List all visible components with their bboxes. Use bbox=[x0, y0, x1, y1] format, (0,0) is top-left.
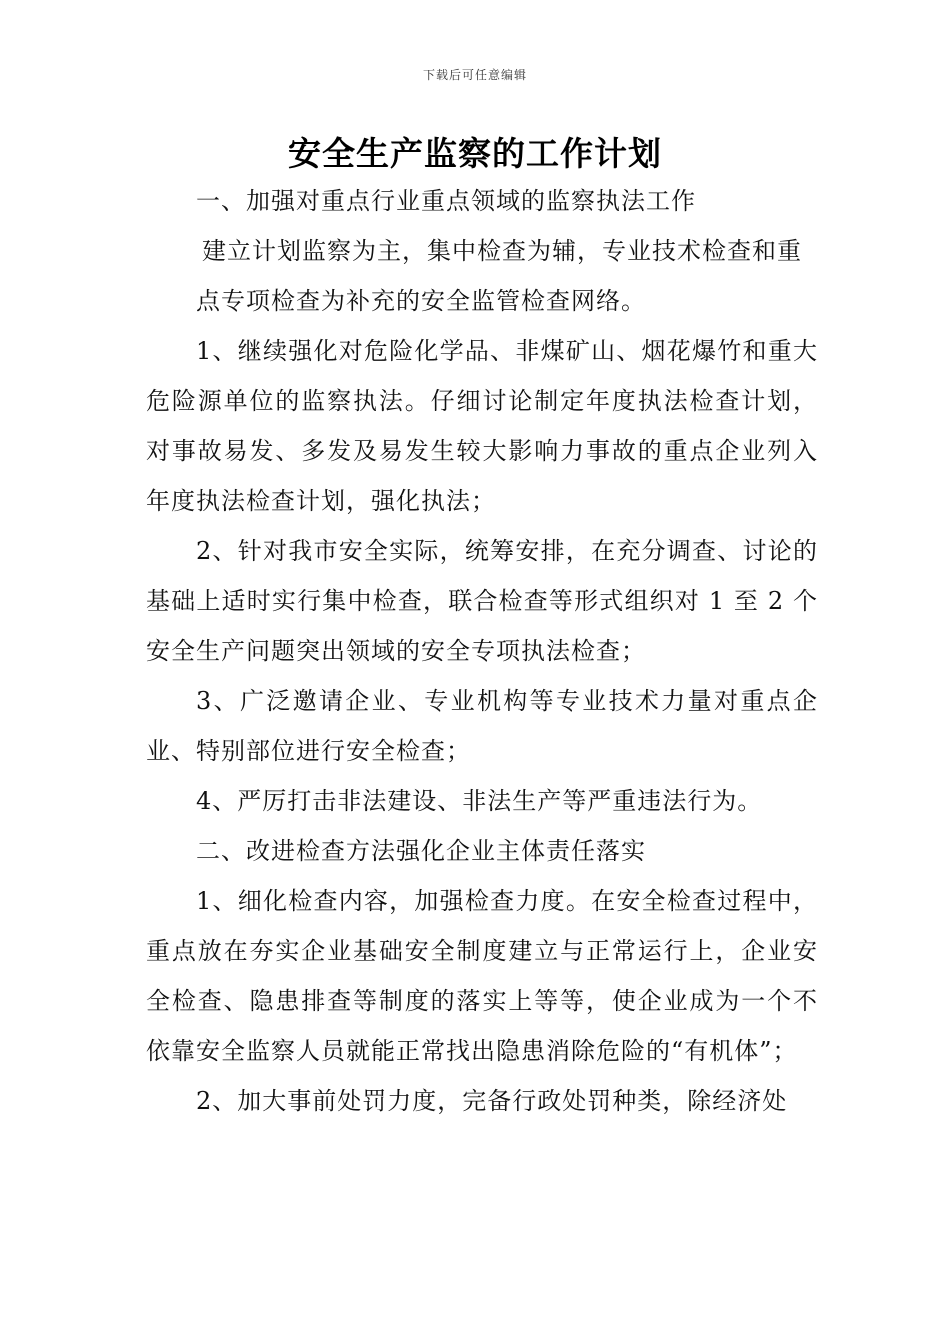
list-item-1-4: 4、严厉打击非法建设、非法生产等严重违法行为。 bbox=[196, 787, 763, 815]
header-note: 下载后可任意编辑 bbox=[422, 68, 527, 82]
document-title: 安全生产监察的工作计划 bbox=[288, 134, 662, 173]
paragraph-intro-line-2: 点专项检查为补充的安全监管检查网络。 bbox=[196, 287, 646, 315]
paragraph-intro-line-1: 建立计划监察为主，集中检查为辅，专业技术检查和重 bbox=[202, 237, 802, 265]
document-body bbox=[146, 176, 818, 1126]
list-item-2-1: 1、细化检查内容，加强检查力度。在安全检查过程中，重点放在夯实企业基础安全制度建立与正常运行上，企业安全检查、隐患排查等制度的落实上等等，使企业成为一个不依靠安全监察人员就能正常找出隐患消除危险的“有机体”； bbox=[146, 887, 818, 1065]
section-heading-1: 一、加强对重点行业重点领域的监察执法工作 bbox=[196, 187, 696, 215]
list-item-1-3: 3、广泛邀请企业、专业机构等专业技术力量对重点企业、特别部位进行安全检查； bbox=[146, 687, 818, 765]
list-item-1-1: 1、继续强化对危险化学品、非煤矿山、烟花爆竹和重大危险源单位的监察执法。仔细讨论制定年度执法检查计划，对事故易发、多发及易发生较大影响力事故的重点企业列入年度执法检查计划，强化执法； bbox=[146, 337, 818, 515]
section-heading-2: 二、改进检查方法强化企业主体责任落实 bbox=[196, 837, 646, 865]
list-item-1-2: 2、针对我市安全实际，统筹安排，在充分调查、讨论的基础上适时实行集中检查，联合检查等形式组织对 1 至 2 个安全生产问题突出领域的安全专项执法检查； bbox=[146, 537, 818, 665]
list-item-2-2: 2、加大事前处罚力度，完备行政处罚种类，除经济处 bbox=[196, 1087, 788, 1115]
